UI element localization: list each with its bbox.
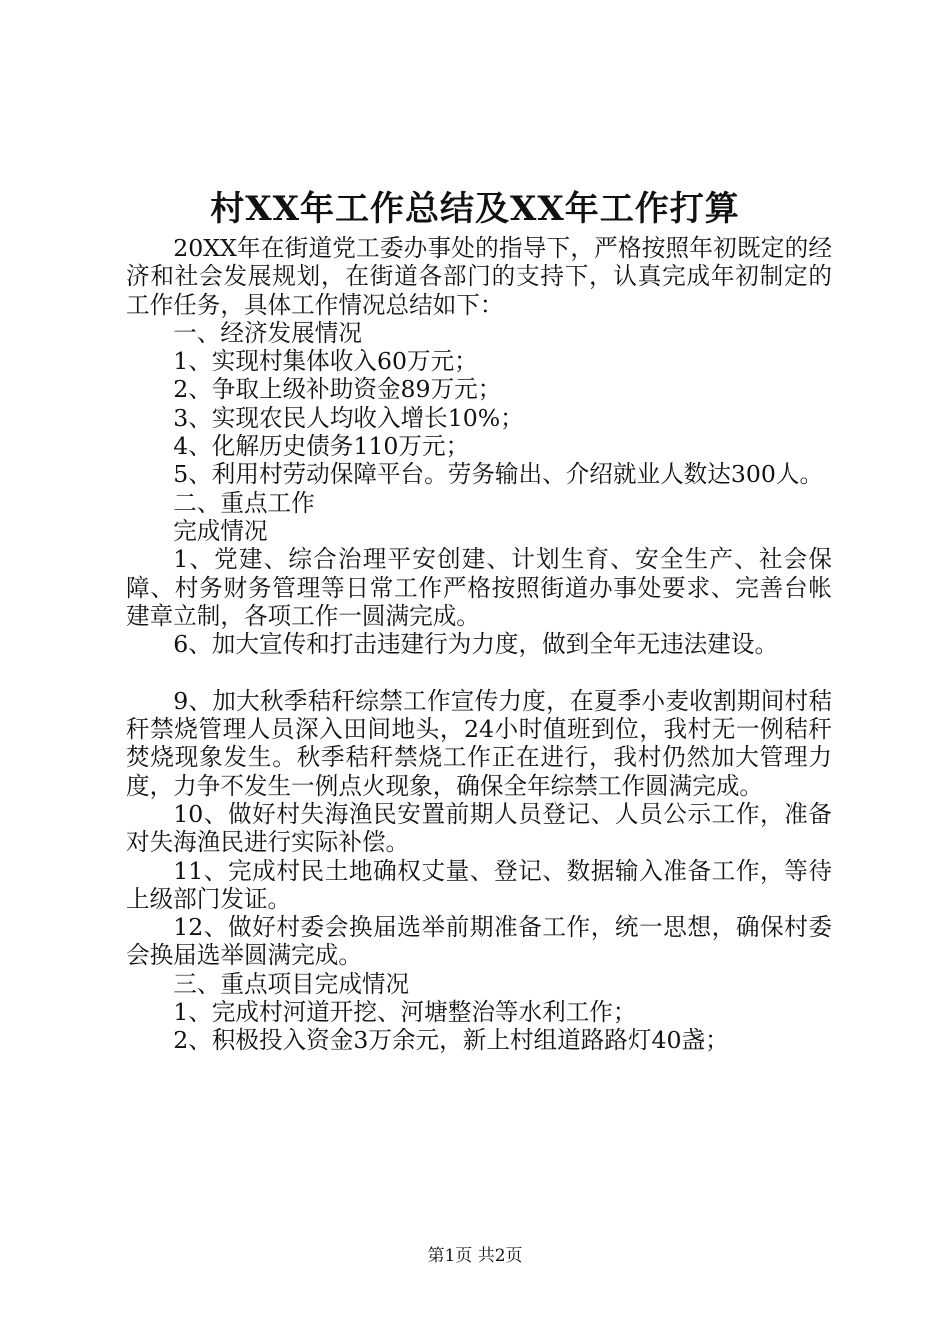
list-item: 11、完成村民土地确权丈量、登记、数据输入准备工作，等待上级部门发证。	[126, 856, 832, 913]
section-heading-key-work: 二、重点工作	[173, 488, 315, 517]
list-item: 3、实现农民人均收入增长10%；	[173, 403, 524, 432]
list-item: 1、党建、综合治理平安创建、计划生育、安全生产、社会保障、村务财务管理等日常工作严格按照街道办事处要求、完善台帐建章立制，各项工作一圆满完成。	[126, 545, 832, 630]
list-item: 2、争取上级补助资金89万元；	[173, 375, 502, 404]
section-heading-projects: 三、重点项目完成情况	[173, 969, 410, 998]
blank-line	[126, 658, 832, 686]
list-item: 12、做好村委会换届选举前期准备工作，统一思想，确保村委会换届选举圆满完成。	[126, 913, 832, 970]
intro-paragraph: 20XX年在街道党工委办事处的指导下，严格按照年初既定的经济和社会发展规划，在街道各部门的支持下，认真完成年初制定的工作任务，具体工作情况总结如下：	[126, 234, 832, 319]
list-item: 1、完成村河道开挖、河塘整治等水利工作；	[173, 998, 637, 1027]
document-title: 村XX年工作总结及XX年工作打算	[210, 189, 740, 229]
subheading-completion: 完成情况	[173, 516, 268, 545]
list-item: 9、加大秋季秸秆综禁工作宣传力度，在夏季小麦收割期间村秸秆禁烧管理人员深入田间地头，24小时值班到位，我村无一例秸秆焚烧现象发生。秋季秸秆禁烧工作正在进行，我村仍然加大管理力度，力争不发生一例点火现象，确保全年综禁工作圆满完成。	[126, 686, 832, 800]
page-number-footer: 第1页 共2页	[427, 1246, 523, 1266]
list-item: 6、加大宣传和打击违建行为力度，做到全年无违法建设。	[173, 630, 779, 659]
document-body	[126, 234, 832, 1055]
section-heading-economy: 一、经济发展情况	[173, 318, 362, 347]
list-item: 10、做好村失海渔民安置前期人员登记、人员公示工作，准备对失海渔民进行实际补偿。	[126, 799, 832, 857]
list-item: 1、实现村集体收入60万元；	[173, 347, 478, 376]
list-item: 5、利用村劳动保障平台。劳务输出、介绍就业人数达300人。	[173, 460, 824, 489]
list-item: 4、化解历史债务110万元；	[173, 432, 470, 461]
list-item: 2、积极投入资金3万余元，新上村组道路路灯40盏；	[173, 1026, 729, 1055]
